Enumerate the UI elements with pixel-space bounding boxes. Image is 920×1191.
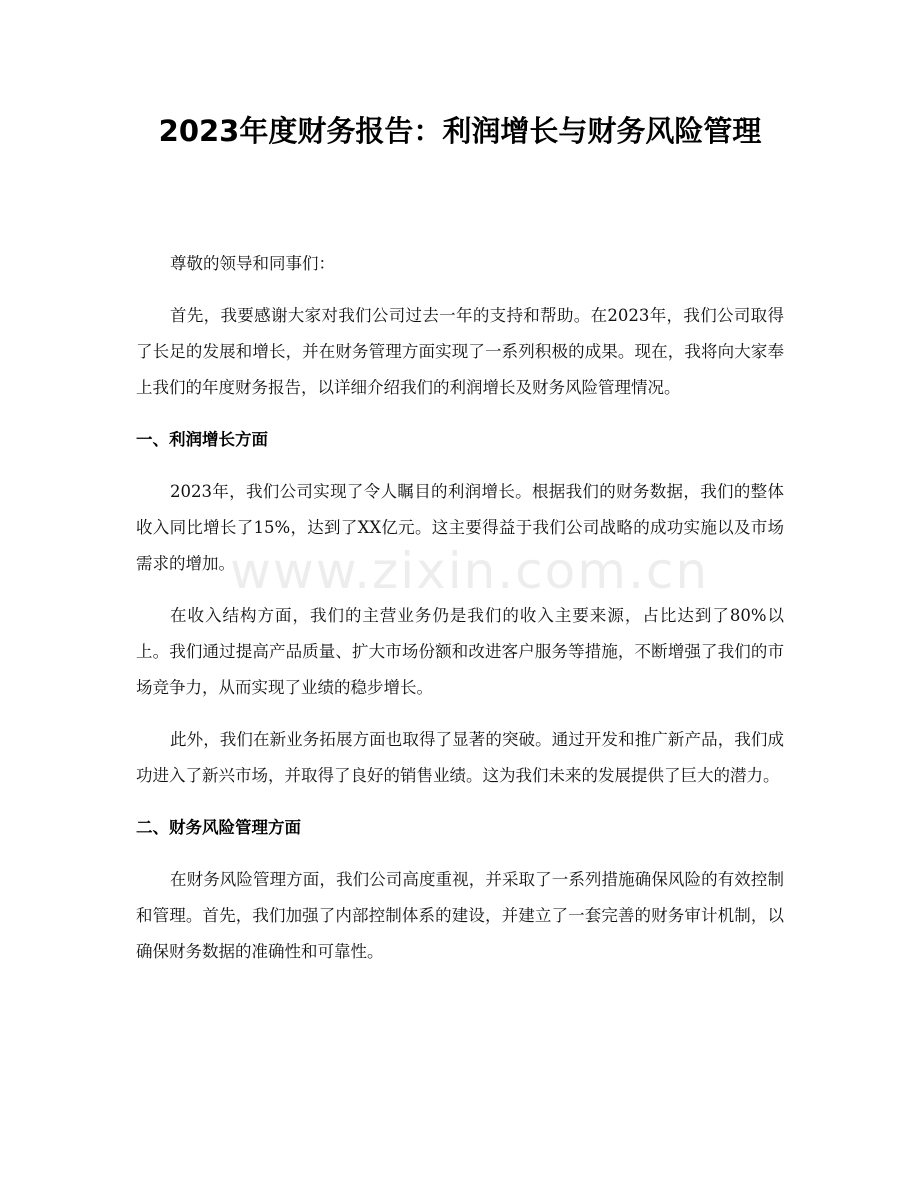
document-title: 2023年度财务报告：利润增长与财务风险管理 (158, 114, 762, 148)
section-heading-profit-growth: 一、利润增长方面 (136, 430, 268, 449)
document-body (136, 246, 784, 986)
profit-paragraph-2: 在收入结构方面，我们的主营业务仍是我们的收入主要来源，占比达到了80%以上。我们通过提高产品质量、扩大市场份额和改进客户服务等措施，不断增强了我们的市场竞争力，从而实现了业绩的稳步增长。 (136, 606, 784, 697)
intro-paragraph: 首先，我要感谢大家对我们公司过去一年的支持和帮助。在2023年，我们公司取得了长足的发展和增长，并在财务管理方面实现了一系列积极的成果。现在，我将向大家奉上我们的年度财务报告，以详细介绍我们的利润增长及财务风险管理情况。 (136, 306, 784, 397)
risk-paragraph-1: 在财务风险管理方面，我们公司高度重视，并采取了一系列措施确保风险的有效控制和管理。首先，我们加强了内部控制体系的建设，并建立了一套完善的财务审计机制，以确保财务数据的准确性和可靠性。 (136, 870, 784, 961)
profit-paragraph-1: 2023年，我们公司实现了令人瞩目的利润增长。根据我们的财务数据，我们的整体收入同比增长了15%，达到了XX亿元。这主要得益于我们公司战略的成功实施以及市场需求的增加。 (136, 482, 784, 573)
section-heading-risk-management: 二、财务风险管理方面 (136, 818, 301, 837)
greeting: 尊敬的领导和同事们： (170, 254, 335, 273)
watermark: www.zixin.com.cn (230, 542, 710, 600)
profit-paragraph-3: 此外，我们在新业务拓展方面也取得了显著的突破。通过开发和推广新产品，我们成功进入了新兴市场，并取得了良好的销售业绩。这为我们未来的发展提供了巨大的潜力。 (136, 730, 784, 785)
